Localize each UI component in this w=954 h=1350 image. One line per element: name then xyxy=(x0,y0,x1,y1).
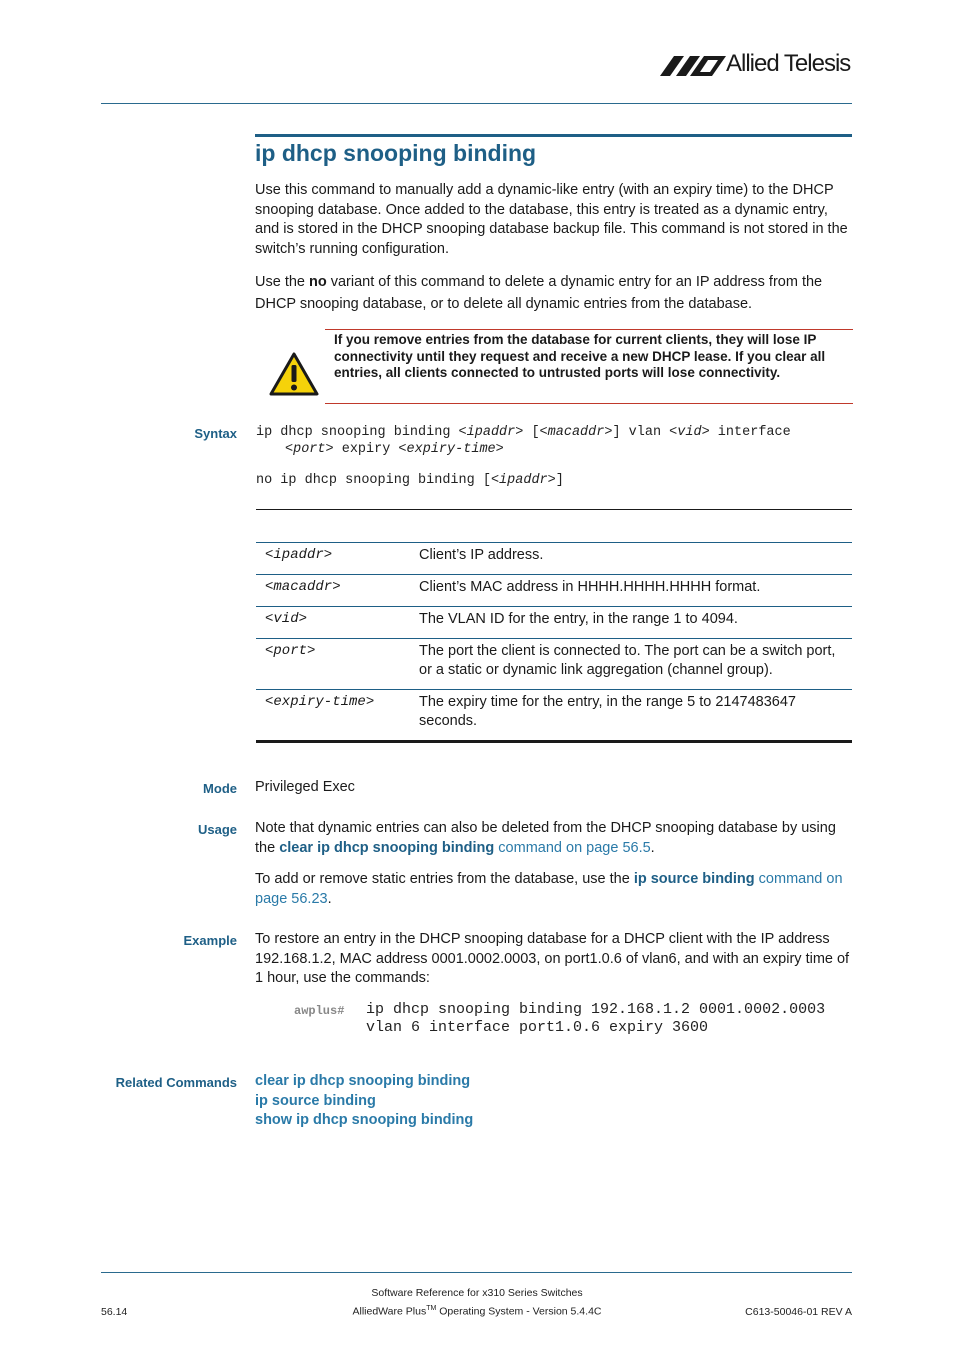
warning-text: If you remove entries from the database for current clients, they will lose IP connectivity until they request and receive a new DHCP lease. If you clear all entries, all clients connected to untrusted ports will lose connectivity. xyxy=(334,332,826,380)
warning-icon xyxy=(269,351,319,402)
cli-prompt: awplus# xyxy=(294,1004,345,1018)
document-number: C613-50046-01 REV A xyxy=(745,1306,852,1318)
warning-bottom-rule xyxy=(325,403,853,404)
example-command-line-1: ip dhcp snooping binding 192.168.1.2 0001.0002.0003 xyxy=(366,1001,826,1018)
intro-paragraph: Use this command to manually add a dynamic-like entry (with an expiry time) to the DHCP snooping database. Once added to the database, this entry is treated as a dynamic entry, and is stored in the DHCP snooping database backup file. This command is not stored in the switch’s running configuration. xyxy=(255,182,848,257)
usage-label: Usage xyxy=(197,822,237,837)
table-row xyxy=(256,543,852,575)
param-desc: Client’s MAC address in HHHH.HHHH.HHHH format. xyxy=(410,575,852,607)
clear-binding-link[interactable]: clear ip dhcp snooping binding command on page 56.5 xyxy=(279,839,651,856)
related-link-clear-ip-dhcp-snooping-binding[interactable]: clear ip dhcp snooping binding xyxy=(255,1073,471,1089)
logo-text: Allied Telesis xyxy=(726,50,851,77)
ip-source-binding-link[interactable]: ip source binding command on page 56.23 xyxy=(255,871,843,907)
mode-label: Mode xyxy=(203,781,237,796)
table-row xyxy=(256,575,852,607)
footer-rule xyxy=(101,1272,852,1273)
param-table-top-rule xyxy=(256,509,852,510)
example-command-line-2: vlan 6 interface port1.0.6 expiry 3600 xyxy=(366,1019,709,1036)
no-variant-paragraph: Use the no variant of this command to delete a dynamic entry for an IP address from the DHCP snooping database, or to delete all dynamic entries from the database. xyxy=(255,274,823,312)
param-desc: Client’s IP address. xyxy=(410,543,852,575)
footer-title: Software Reference for x310 Series Switches xyxy=(371,1287,583,1299)
logo-mark-icon xyxy=(660,52,730,78)
related-commands-label: Related Commands xyxy=(115,1075,237,1090)
syntax-line-1: ip dhcp snooping binding <ipaddr> [<macaddr>] vlan <vid> interface xyxy=(256,425,791,440)
parameter-table xyxy=(256,542,852,743)
syntax-label: Syntax xyxy=(194,426,237,441)
syntax-line-2: <port> expiry <expiry-time> xyxy=(285,442,504,457)
related-link-ip-source-binding[interactable]: ip source binding xyxy=(255,1092,376,1109)
page-title: ip dhcp snooping binding xyxy=(255,140,537,166)
footer-os-version: AlliedWare Plus™ Operating System - Version 5.4.4C xyxy=(352,1305,602,1318)
mode-value: Privileged Exec xyxy=(255,779,355,795)
page-number: 56.14 xyxy=(101,1306,128,1318)
param-desc: The expiry time for the entry, in the range 5 to 2147483647 seconds. xyxy=(410,690,852,742)
title-rule xyxy=(255,134,852,137)
usage-paragraph-2: To add or remove static entries from the database, use the ip source binding command on page 56.23. xyxy=(255,871,843,907)
usage-paragraph-1: Note that dynamic entries can also be deleted from the DHCP snooping database by using the clear ip dhcp snooping binding command on page 56.5. xyxy=(255,820,836,856)
related-commands-list xyxy=(255,1072,473,1131)
param-name: <expiry-time> xyxy=(256,690,410,742)
param-name: <ipaddr> xyxy=(256,543,410,575)
allied-telesis-logo xyxy=(660,50,855,80)
example-paragraph: To restore an entry in the DHCP snooping database for a DHCP client with the IP address 192.168.1.2, MAC address 0001.0002.0003, on port1.0.6 of vlan6, and with an expiry time of 1 hour, use the commands: xyxy=(255,931,850,986)
syntax-no-line: no ip dhcp snooping binding [<ipaddr>] xyxy=(256,473,564,488)
param-desc: The port the client is connected to. The port can be a switch port, or a static or dynamic link aggregation (channel group). xyxy=(410,639,852,690)
table-row xyxy=(256,690,852,742)
header-rule xyxy=(101,103,852,104)
param-name: <vid> xyxy=(256,607,410,639)
related-link-show-ip-dhcp-snooping-binding[interactable]: show ip dhcp snooping binding xyxy=(255,1112,474,1128)
example-label: Example xyxy=(183,933,237,948)
table-row xyxy=(256,639,852,690)
table-row xyxy=(256,607,852,639)
param-name: <macaddr> xyxy=(256,575,410,607)
param-name: <port> xyxy=(256,639,410,690)
warning-top-rule xyxy=(325,329,853,330)
param-desc: The VLAN ID for the entry, in the range 1 to 4094. xyxy=(410,607,852,639)
